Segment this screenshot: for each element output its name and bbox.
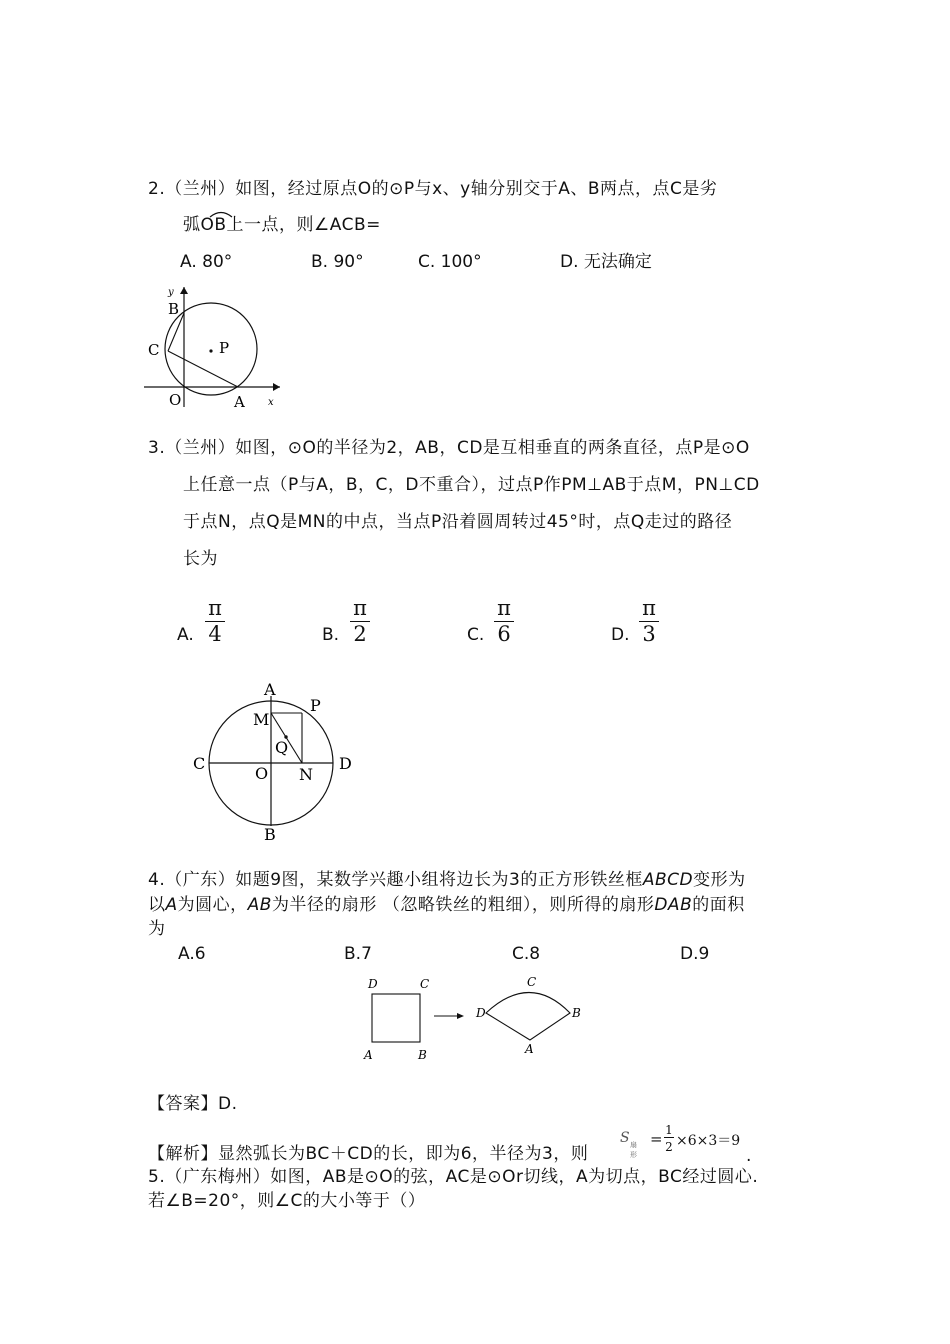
q2-line-2: 弧OB上一点，则∠ACB= — [183, 215, 381, 235]
label-c2: C — [527, 975, 537, 989]
q2-line-1: 2.（兰州）如图，经过原点O的⊙P与x、y轴分别交于A、B两点，点C是劣 — [148, 179, 718, 199]
label-b: B — [264, 825, 276, 844]
q3-line-3: 于点N，点Q是MN的中点，当点P沿着圆周转过45°时，点Q走过的路径 — [183, 512, 733, 532]
label-d: D — [339, 754, 352, 773]
fraction-numerator: π — [205, 596, 225, 622]
q4-text: 以 — [148, 895, 166, 915]
fraction-numerator: π — [350, 596, 370, 622]
label-m: M — [253, 710, 270, 729]
square-abcd — [372, 994, 420, 1042]
label-c: C — [148, 341, 160, 359]
q3-option-a-fraction — [205, 596, 225, 646]
q4-line-1 — [148, 869, 746, 891]
arc-mark-icon — [208, 210, 234, 218]
q4-option-a: A.6 — [178, 944, 206, 964]
label-a: A — [234, 393, 245, 411]
label-x: x — [268, 397, 274, 408]
x-axis-arrow-icon — [273, 383, 280, 391]
label-q: Q — [275, 738, 289, 757]
q3-line-4: 长为 — [183, 549, 218, 569]
q3-option-b-letter: B. — [322, 625, 340, 645]
label-c: C — [420, 977, 430, 991]
fraction-denominator: 3 — [642, 622, 656, 646]
label-d2: D — [476, 1006, 486, 1020]
label-a: A — [264, 680, 276, 699]
formula-numerator: 1 — [665, 1123, 673, 1137]
q4-square-to-sector-figure — [360, 972, 600, 1064]
q5-line-2: 若∠B=20°，则∠C的大小等于（） — [148, 1191, 426, 1211]
formula-rest: ×6×3＝9 — [676, 1133, 741, 1149]
q3-option-b-fraction — [350, 596, 370, 646]
q4-option-c: C.8 — [512, 944, 541, 964]
q2-option-a: A. 80° — [180, 252, 233, 272]
fraction-numerator: π — [494, 596, 514, 622]
q3-line-1: 3.（兰州）如图，⊙O的半径为2，AB，CD是互相垂直的两条直径，点P是⊙O — [148, 438, 750, 458]
q3-option-d-letter: D. — [611, 625, 630, 645]
q4-line-2 — [148, 894, 745, 916]
label-o: O — [169, 391, 182, 409]
label-b2: B — [572, 1006, 581, 1020]
q4-italic-abcd: ABCD — [642, 870, 694, 890]
q3-option-a-letter: A. — [177, 625, 194, 645]
q4-text: 变形为 — [693, 870, 746, 890]
formula-subscript: 扇形 — [630, 1141, 637, 1159]
fraction-denominator: 4 — [208, 622, 222, 646]
label-o: O — [255, 764, 269, 783]
label-p: P — [310, 696, 321, 715]
label-c: C — [193, 754, 206, 773]
answer-line: 【答案】D. — [148, 1094, 238, 1114]
formula-s: S — [620, 1130, 630, 1146]
analysis-line: 【解析】显然弧长为BC＋CD的长，即为6，半径为3，则 — [148, 1144, 589, 1164]
sector-dab — [486, 993, 570, 1041]
fraction-denominator: 6 — [497, 622, 511, 646]
q2-option-b: B. 90° — [311, 252, 364, 272]
q5-line-1: 5.（广东梅州）如图，AB是⊙O的弦，AC是⊙Or切线，A为切点，BC经过圆心. — [148, 1167, 759, 1187]
y-axis-arrow-icon — [180, 287, 188, 294]
q3-option-d-fraction — [639, 596, 659, 646]
label-d: D — [368, 977, 378, 991]
label-y: y — [168, 287, 174, 298]
q4-text: 4.（广东）如题9图，某数学兴趣小组将边长为3的正方形铁丝框 — [148, 870, 643, 890]
q2-option-d: D. 无法确定 — [560, 252, 652, 272]
label-a2: A — [525, 1042, 534, 1056]
q3-circle-figure — [185, 680, 365, 844]
formula-denominator: 2 — [665, 1140, 673, 1154]
q3-option-c-letter: C. — [467, 625, 485, 645]
q2-option-c: C. 100° — [418, 252, 482, 272]
label-n: N — [299, 765, 313, 784]
label-b: B — [168, 300, 180, 318]
q4-text: 的面积 — [692, 895, 745, 915]
q2-circle-figure — [140, 283, 290, 411]
q4-italic-ab: AB — [247, 895, 272, 915]
q4-text: 为半径的扇形 （忽略铁丝的粗细），则所得的扇形 — [271, 895, 655, 915]
label-a: A — [364, 1048, 373, 1062]
q4-text: 为圆心， — [177, 895, 248, 915]
analysis-end-period: . — [746, 1146, 752, 1166]
center-point-p — [209, 349, 212, 352]
label-b: B — [418, 1048, 427, 1062]
formula-equals: = — [650, 1130, 663, 1148]
fraction-numerator: π — [639, 596, 659, 622]
q3-option-c-fraction — [494, 596, 514, 646]
q4-option-b: B.7 — [344, 944, 372, 964]
arrow-right-icon — [457, 1013, 464, 1019]
q4-italic-a: A — [165, 895, 178, 915]
q4-italic-dab: DAB — [654, 895, 693, 915]
label-p: P — [219, 339, 230, 357]
q4-line-3: 为 — [148, 919, 166, 939]
q3-line-2: 上任意一点（P与A，B，C，D不重合），过点P作PM⊥AB于点M，PN⊥CD — [183, 475, 760, 495]
fraction-denominator: 2 — [353, 622, 367, 646]
q4-option-d: D.9 — [680, 944, 710, 964]
